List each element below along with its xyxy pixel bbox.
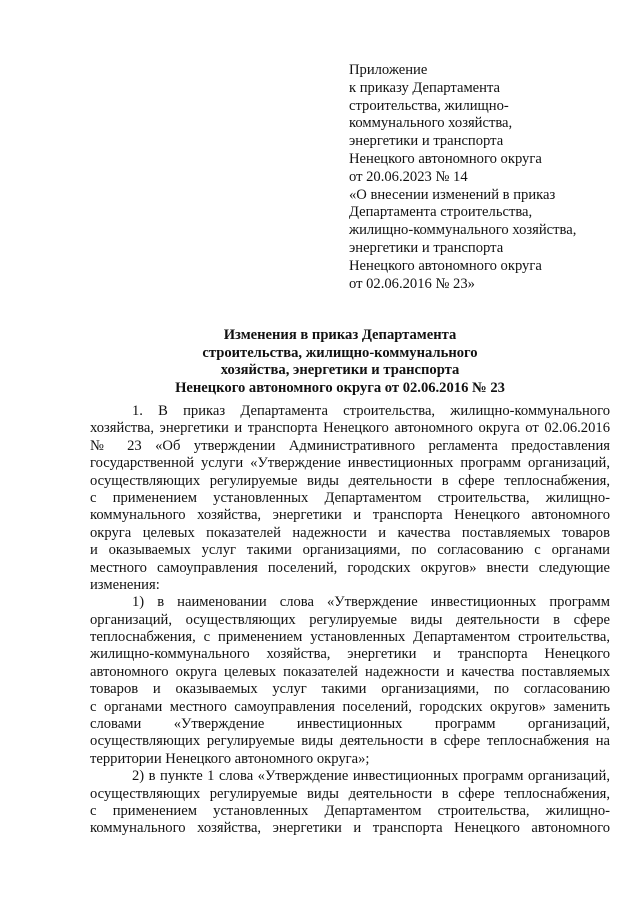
paragraph-3 [90,768,610,838]
title-line: строительства, жилищно-коммунального [202,344,478,361]
appendix-line: от 02.06.2016 № 23» [349,275,475,292]
text-line: коммунального хозяйства, энергетики и транспорта Ненецкого автономного [90,507,610,524]
text-line: коммунального хозяйства, энергетики и транспорта Ненецкого автономного [90,820,610,837]
appendix-line: Департамента строительства, [349,204,533,221]
text-line: товаров и оказываемых услуг такими организациями, по согласованию [90,681,610,698]
title-line: Изменения в приказ Департамента [223,327,457,343]
text-line: округа целевых показателей надежности и качества поставляемых товаров [90,524,610,541]
title-line: Ненецкого автономного округа от 02.06.2016 № 23 [175,379,505,396]
text-line: с органами местного самоуправления поселений, городских округов» заменить [90,698,610,715]
text-line: осуществляющих регулируемые виды деятельности в сфере теплоснабжения, [90,785,610,802]
text-line: № 23 «Об утверждении Административного регламента предоставления [90,437,610,454]
text-line: 1) в наименовании слова «Утверждение инвестиционных программ [132,594,610,611]
appendix-line: к приказу Департамента [349,79,500,96]
text-line: хозяйства, энергетики и транспорта Ненецкого автономного округа от 02.06.2016 [90,420,610,437]
appendix-line: строительства, жилищно- [349,97,509,114]
paragraph-1 [90,403,610,594]
text-line: организаций, осуществляющих регулируемые виды деятельности в сфере [90,611,610,628]
paragraph-2 [90,594,610,768]
title-line: хозяйства, энергетики и транспорта [220,362,460,379]
appendix-header [349,62,629,293]
appendix-line: Приложение [349,62,428,78]
text-line: осуществляющих регулируемые виды деятельности в сфере теплоснабжения на [90,733,610,750]
text-line: с применением установленных Департаментом строительства, жилищно- [90,802,610,819]
text-line: и оказываемых услуг такими организациями, по согласованию с органами [90,542,610,559]
appendix-line: от 20.06.2023 № 14 [349,168,468,185]
text-line: изменения: [90,576,160,593]
appendix-line: Ненецкого автономного округа [349,150,542,167]
text-line: словами «Утверждение инвестиционных программ организаций, [90,716,610,733]
text-line: местного самоуправления поселений, городских округов» внести следующие [90,559,610,576]
appendix-line: коммунального хозяйства, [349,115,513,132]
document-body [90,403,610,838]
text-line: осуществляющих регулируемые виды деятельности в сфере теплоснабжения, [90,472,610,489]
document-title [80,327,600,397]
appendix-line: Ненецкого автономного округа [349,257,542,274]
appendix-line: энергетики и транспорта [349,239,504,256]
text-line: 2) в пункте 1 слова «Утверждение инвестиционных программ организаций, [132,768,610,785]
text-line: жилищно-коммунального хозяйства, энергетики и транспорта Ненецкого [90,646,610,663]
text-line: автономного округа целевых показателей надежности и качества поставляемых [90,663,610,680]
appendix-line: жилищно-коммунального хозяйства, [349,222,577,239]
appendix-line: энергетики и транспорта [349,133,504,150]
appendix-line: «О внесении изменений в приказ [349,186,556,203]
text-line: теплоснабжения, с применением установленных Департаментом строительства, [90,629,610,646]
text-line: с применением установленных Департаментом строительства, жилищно- [90,489,610,506]
text-line: 1. В приказ Департамента строительства, жилищно-коммунального [132,403,610,419]
text-line: государственной услуги «Утверждение инвестиционных программ организаций, [90,455,610,472]
text-line: территории Ненецкого автономного округа»; [90,750,370,767]
